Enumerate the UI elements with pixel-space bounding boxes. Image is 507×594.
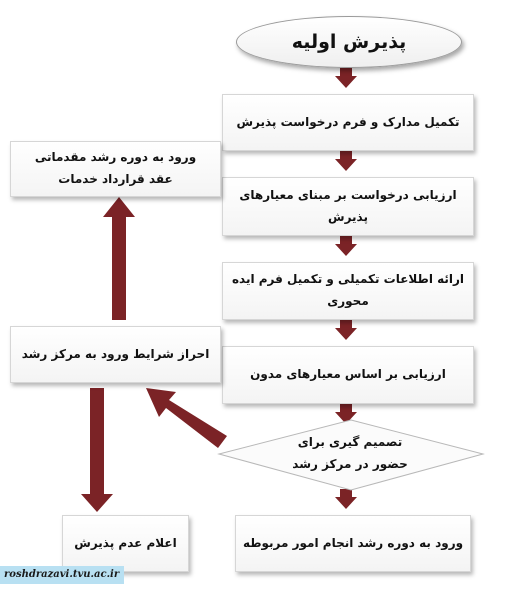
preincubation-line-1: ورود به دوره رشد مقدماتی	[34, 150, 197, 165]
arrow-step1-to-step2	[335, 151, 357, 171]
start-label: پذیرش اولیه	[291, 31, 407, 53]
step-label: تکمیل مدارک و فرم درخواست پذیرش	[236, 114, 460, 129]
arrow-conditions-to-preincubation	[103, 197, 135, 320]
accept-label: ورود به دوره رشد انجام امور مربوطه	[242, 535, 464, 550]
step-label: ارزیابی بر اساس معیارهای مدون	[250, 367, 446, 382]
start-oval	[236, 16, 462, 68]
reject-label: اعلام عدم پذیرش	[74, 535, 177, 550]
decision-line-2: حضور در مرکز رشد	[292, 457, 408, 471]
step-label: ارائه اطلاعات تکمیلی و تکمیل فرم ایده محوری	[231, 272, 465, 308]
arrow-decision-to-conditions	[146, 388, 227, 448]
step-pre-incubation	[10, 141, 221, 197]
arrow-step3-to-step4	[335, 320, 357, 340]
step-entry-conditions	[10, 326, 221, 383]
arrow-step2-to-step3	[335, 236, 357, 256]
step-request-evaluation	[222, 177, 474, 236]
decision-line-1: تصمیم گیری برای	[297, 435, 403, 450]
step-accept-incubation	[235, 515, 471, 572]
arrow-decision-to-accept	[335, 489, 357, 509]
step-rejection	[62, 515, 189, 572]
conditions-label: احراز شرایط ورود به مرکز رشد	[21, 346, 210, 361]
step-application-form	[222, 94, 474, 151]
footer-url[interactable]: roshdrazavi.tvu.ac.ir	[0, 566, 124, 584]
arrow-conditions-to-reject	[81, 388, 113, 512]
decision-label	[230, 430, 470, 478]
step-supplementary-info	[222, 262, 474, 320]
arrow-start-to-step1	[335, 68, 357, 88]
step-criteria-evaluation	[222, 346, 474, 404]
step-label: ارزیابی درخواست بر مبنای معیارهای پذیرش	[239, 187, 457, 224]
preincubation-line-2: عقد قرارداد خدمات	[58, 172, 173, 186]
